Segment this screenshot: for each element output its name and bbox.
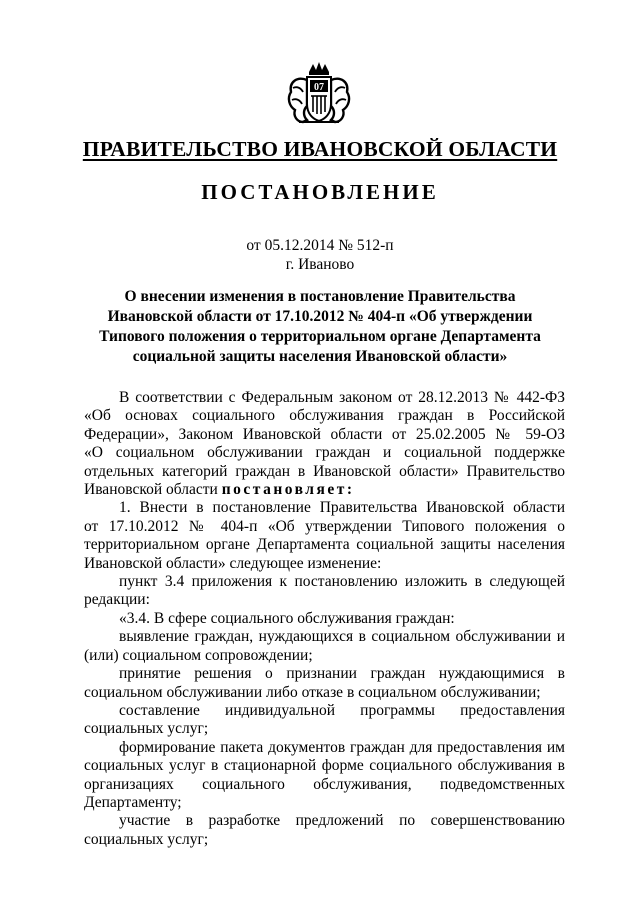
preamble-tail: Ивановской области bbox=[84, 481, 222, 499]
body-line: 1. Внести в постановление Правительства Ивановской области bbox=[119, 499, 565, 517]
body-line: выявление граждан, нуждающихся в социальном обслуживании и bbox=[119, 628, 565, 646]
body-line: редакции: bbox=[84, 591, 150, 609]
body-line: принятие решения о признании граждан нуждающимися в bbox=[119, 665, 565, 683]
document-body bbox=[84, 389, 565, 849]
body-line: В соответствии с Федеральным законом от 28.12.2013 № 442-ФЗ bbox=[119, 389, 565, 406]
title-line: Типового положения о территориальном органе Департамента bbox=[99, 328, 541, 345]
body-line: участие в разработке предложений по совершенствованию bbox=[119, 812, 565, 830]
section-heading: «3.4. В сфере социального обслуживания граждан: bbox=[119, 609, 455, 627]
body-line: организациях социального обслуживания, подведомственных bbox=[84, 775, 565, 793]
document-date-number: от 05.12.2014 № 512-п bbox=[246, 237, 394, 254]
organization-name: ПРАВИТЕЛЬСТВО ИВАНОВСКОЙ ОБЛАСТИ bbox=[82, 137, 558, 161]
body-line: «Об основах социального обслуживания граждан в Российской bbox=[84, 407, 565, 425]
body-line: составление индивидуальной программы предоставления bbox=[119, 701, 565, 719]
title-line: социальной защиты населения Ивановской области» bbox=[132, 348, 508, 365]
body-line: отдельных категорий граждан в Ивановской области» Правительство bbox=[84, 462, 565, 480]
body-line: Департаменту; bbox=[84, 793, 182, 811]
document-city: г. Иваново bbox=[285, 256, 355, 273]
coat-of-arms-icon bbox=[283, 58, 355, 126]
body-line: социальном обслуживании либо отказе в социальном обслуживании; bbox=[84, 683, 541, 701]
title-line: Ивановской области от 17.10.2012 № 404-п «Об утверждении bbox=[107, 308, 533, 325]
body-line: социальных услуг; bbox=[84, 720, 209, 738]
resolves-word: постановляет: bbox=[221, 481, 355, 499]
body-line: социальных услуг; bbox=[84, 830, 209, 848]
svg-text:07: 07 bbox=[314, 82, 324, 93]
title-line: О внесении изменения в постановление Правительства bbox=[124, 288, 516, 305]
body-line: от 17.10.2012 № 404-п «Об утверждении Типового положения о bbox=[84, 517, 565, 535]
body-line: территориальном органе Департамента социальной защиты населения bbox=[84, 536, 565, 554]
body-line: Ивановской области» следующее изменение: bbox=[84, 554, 382, 572]
body-line bbox=[84, 481, 565, 499]
body-line: «О социальном обслуживании граждан и социальной поддержке bbox=[84, 444, 565, 462]
document-title bbox=[96, 287, 544, 367]
body-line: формирование пакета документов граждан для предоставления им bbox=[119, 738, 565, 756]
body-line: социальных услуг в стационарной форме социального обслуживания в bbox=[84, 757, 565, 775]
body-line: пункт 3.4 приложения к постановлению изложить в следующей bbox=[119, 573, 565, 591]
body-line: Федерации», Законом Ивановской области от 25.02.2005 № 59-ОЗ bbox=[84, 425, 565, 443]
document-type: ПОСТАНОВЛЕНИЕ bbox=[201, 180, 439, 204]
body-line: (или) социальном сопровождении; bbox=[84, 646, 313, 664]
